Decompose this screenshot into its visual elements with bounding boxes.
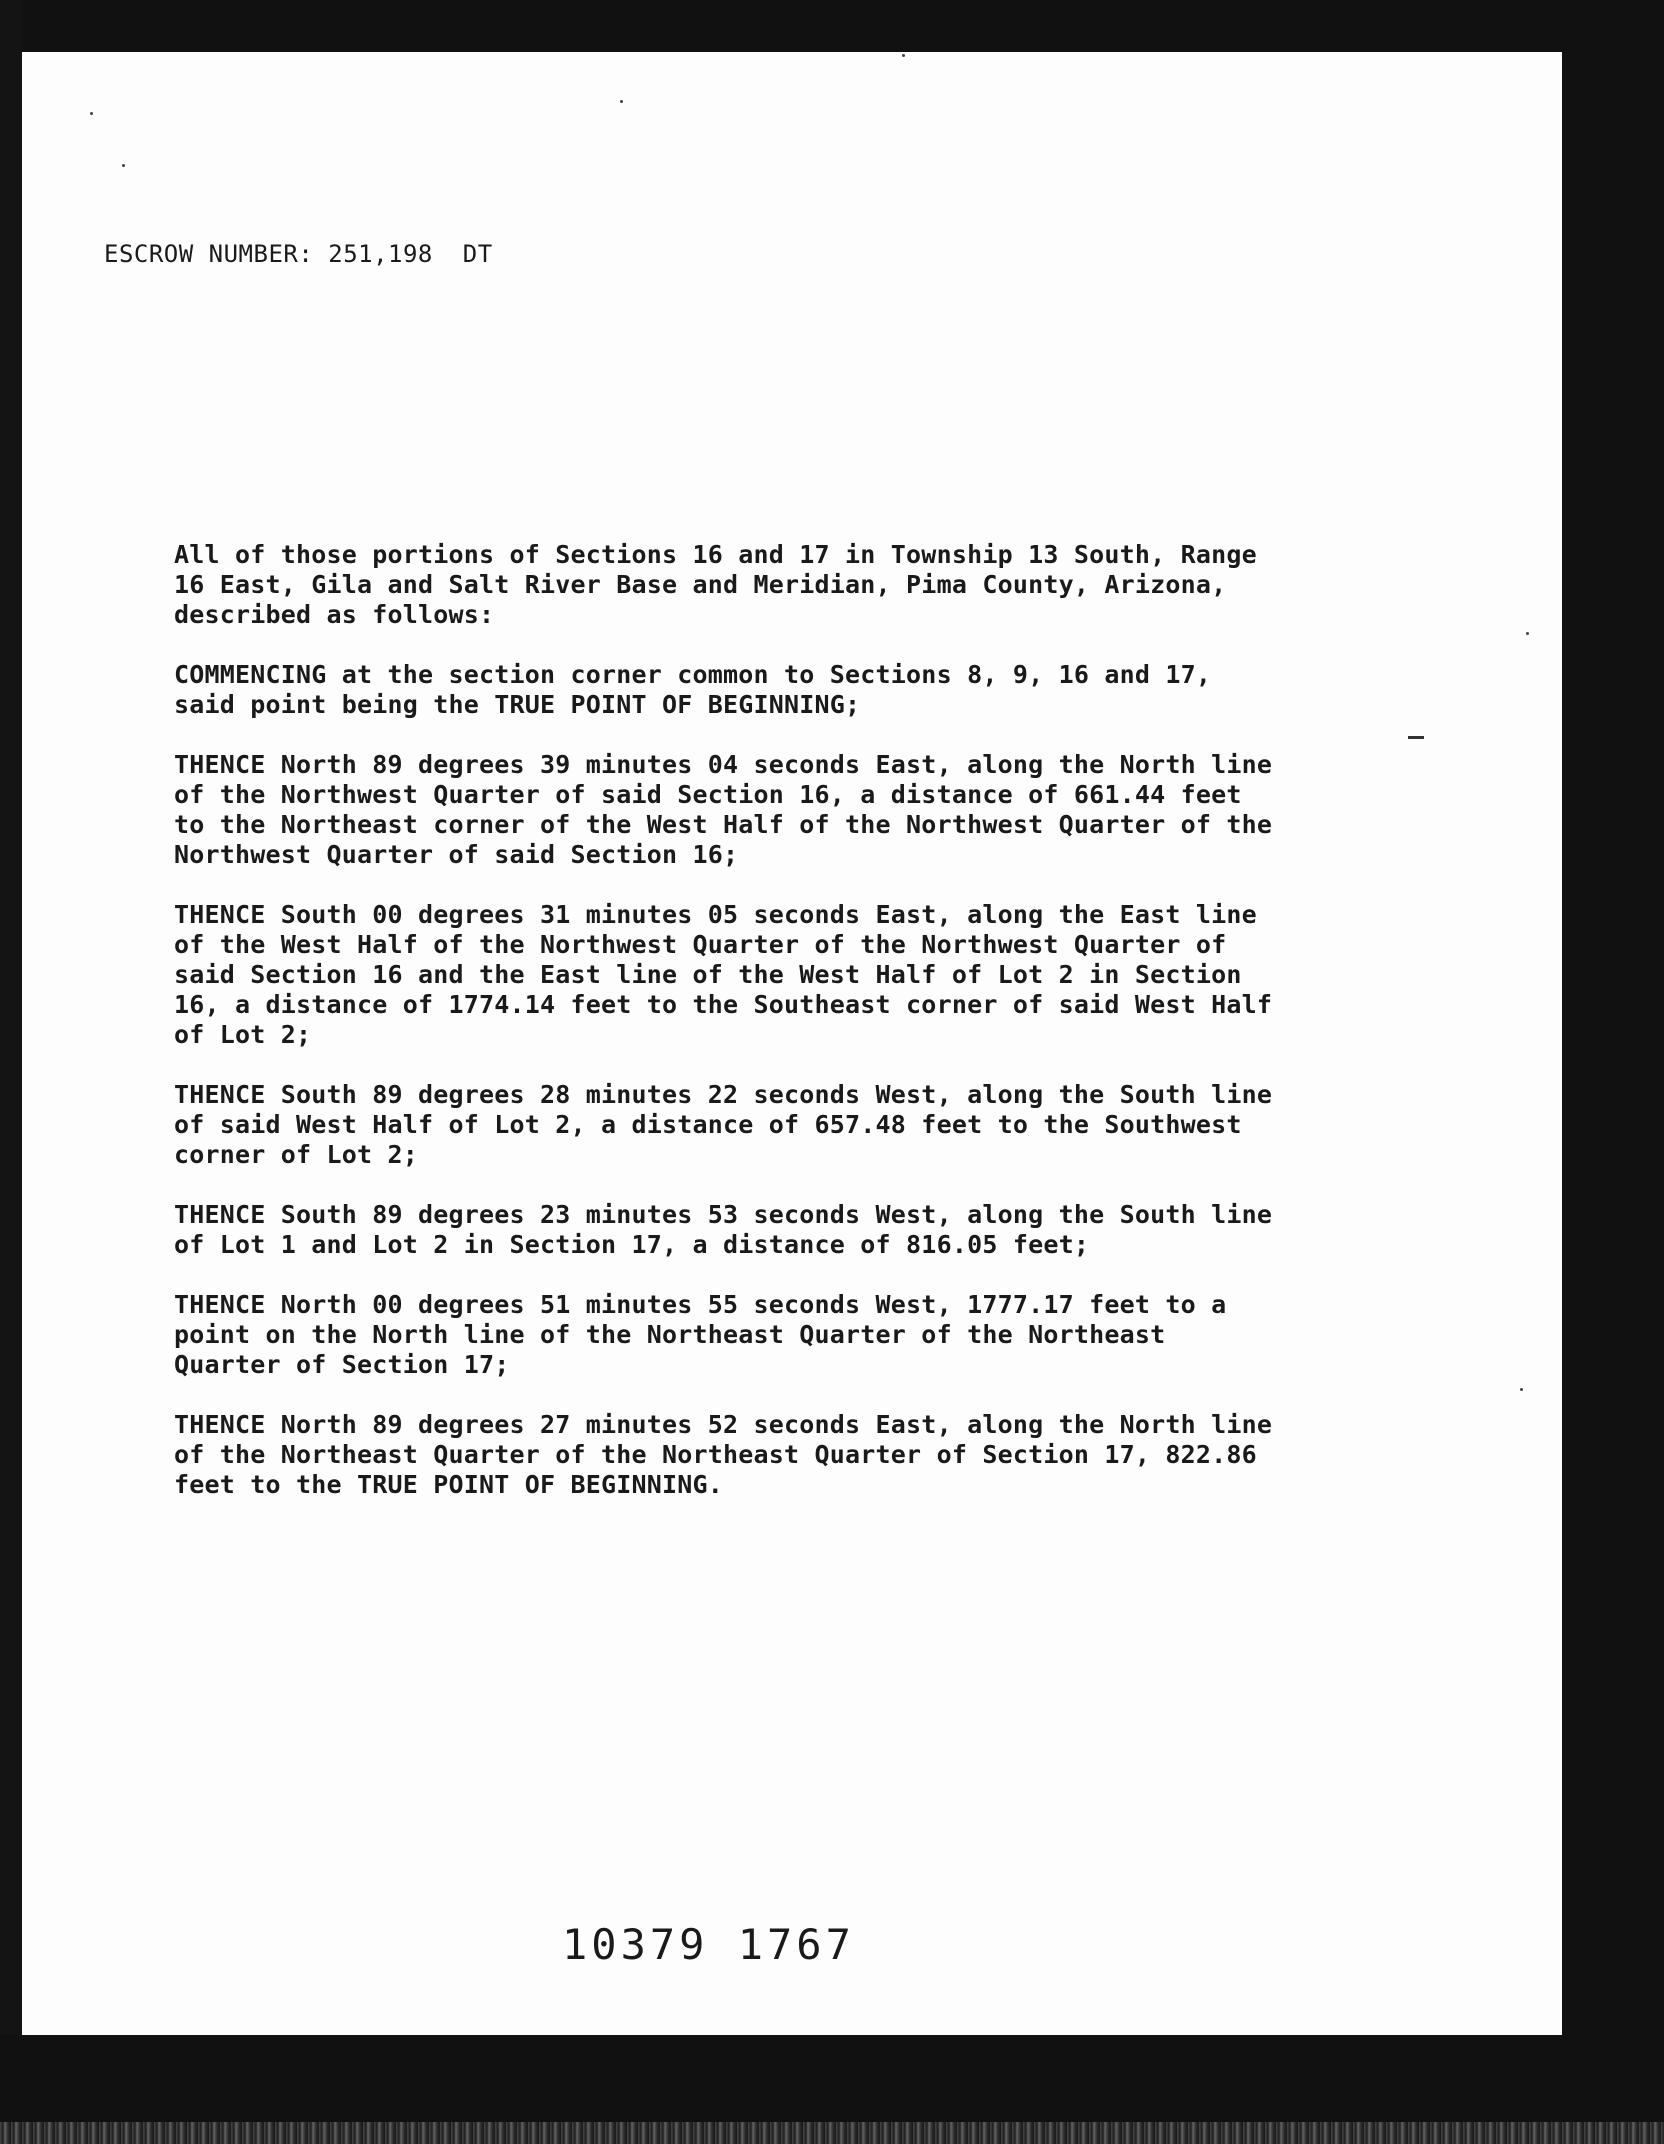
scan-border-right (1562, 0, 1664, 2144)
scan-speck (1526, 632, 1529, 635)
document-page (22, 52, 1562, 2035)
paragraph-course-3: THENCE South 89 degrees 28 minutes 22 seconds West, along the South line of said West Half of Lot 2, a distance of 657.48 feet to the Southwest corner of Lot 2; (174, 1080, 1273, 1169)
page-number: 10379 1767 (562, 1920, 855, 1969)
scan-speck (90, 112, 93, 115)
scan-border-left (0, 0, 22, 2144)
paragraph-course-1: THENCE North 89 degrees 39 minutes 04 seconds East, along the North line of the Northwest Quarter of said Section 16, a distance of 661.44 feet to the Northeast corner of the West Half of the Northwest Quarter of the Northwest Quarter of said Section 16; (174, 750, 1273, 869)
scan-border-top (0, 0, 1664, 52)
scan-speck (902, 54, 905, 57)
escrow-number: ESCROW NUMBER: 251,198 DT (104, 240, 493, 268)
paragraph-course-6: THENCE North 89 degrees 27 minutes 52 seconds East, along the North line of the Northeast Quarter of the Northeast Quarter of Section 17, 822.86 feet to the TRUE POINT OF BEGINNING. (174, 1410, 1273, 1499)
scan-speck (620, 100, 623, 103)
paragraph-course-5: THENCE North 00 degrees 51 minutes 55 seconds West, 1777.17 feet to a point on the North line of the Northeast Quarter of the Northeast Quarter of Section 17; (174, 1290, 1227, 1379)
paragraph-course-4: THENCE South 89 degrees 23 minutes 53 seconds West, along the South line of Lot 1 and Lot 2 in Section 17, a distance of 816.05 feet; (174, 1200, 1273, 1259)
margin-mark (1408, 736, 1424, 739)
paragraph-commencing: COMMENCING at the section corner common to Sections 8, 9, 16 and 17, said point being the TRUE POINT OF BEGINNING; (174, 660, 1212, 719)
paragraph-intro: All of those portions of Sections 16 and 17 in Township 13 South, Range 16 East, Gila and Salt River Base and Meridian, Pima County, Arizona, described as follows: (174, 540, 1257, 629)
legal-description (174, 540, 1314, 1530)
scan-speck (122, 164, 125, 167)
paragraph-course-2: THENCE South 00 degrees 31 minutes 05 seconds East, along the East line of the West Half of the Northwest Quarter of the Northwest Quarter of said Section 16 and the East line of the West Half of Lot 2 in Section 16, a distance of 1774.14 feet to the Southeast corner of said West Half of Lot 2; (174, 900, 1273, 1049)
scan-speck (1520, 1388, 1523, 1391)
scan-noise-strip (0, 2122, 1664, 2144)
